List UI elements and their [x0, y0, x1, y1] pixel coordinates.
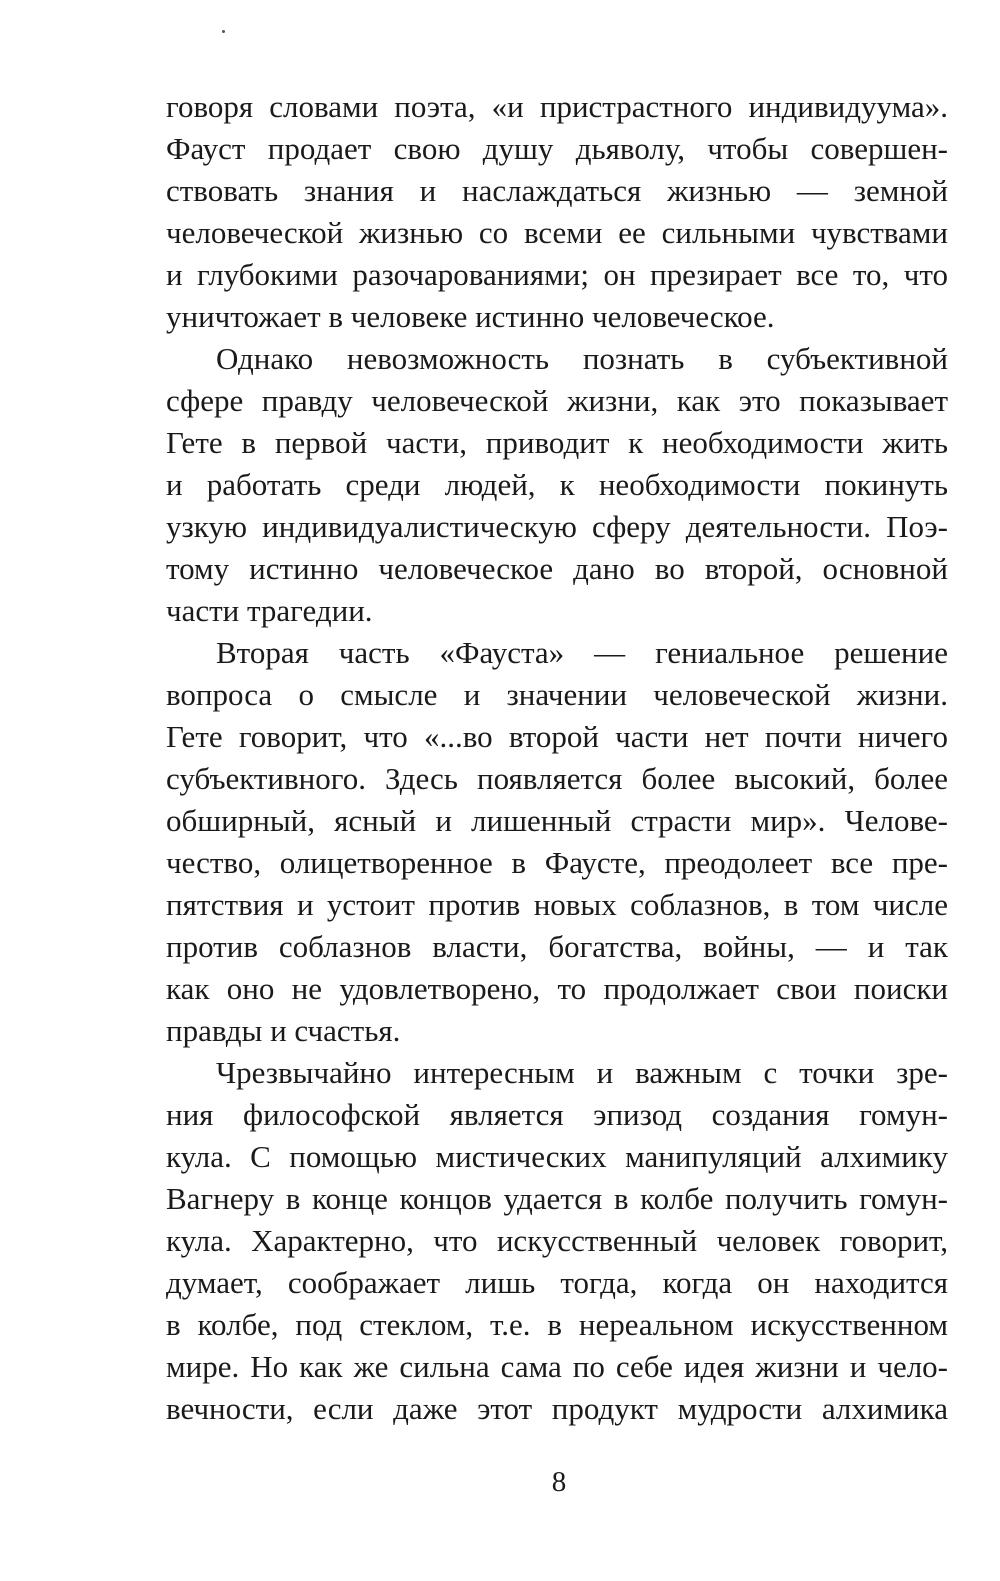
text-line: вечности, если даже этот продукт мудрости алхимика	[166, 1391, 948, 1426]
text-line: уничтожает в человеке истинно человеческое.	[166, 299, 775, 334]
text-line: Вагнеру в конце концов удается в колбе получить гомун-	[166, 1181, 948, 1216]
text-line: человеческой жизнью со всеми ее сильными чувствами	[166, 215, 948, 250]
body-text	[166, 86, 948, 1430]
text-line: сфере правду человеческой жизни, как это показывает	[166, 383, 948, 418]
text-line: мире. Но как же сильна сама по себе идея жизни и чело-	[166, 1349, 948, 1384]
text-line: тому истинно человеческое дано во второй, основной	[166, 551, 948, 586]
text-line: думает, соображает лишь тогда, когда он находится	[166, 1265, 948, 1300]
text-line: узкую индивидуалистическую сферу деятельности. Поэ-	[166, 509, 948, 544]
text-line: кула. С помощью мистических манипуляций алхимику	[166, 1139, 948, 1174]
text-line: ствовать знания и наслаждаться жизнью — земной	[166, 173, 948, 208]
text-line: Гете в первой части, приводит к необходимости жить	[166, 425, 948, 460]
text-line: субъективного. Здесь появляется более высокий, более	[166, 761, 948, 796]
text-line: пятствия и устоит против новых соблазнов, в том числе	[166, 887, 948, 922]
text-line: части трагедии.	[166, 593, 373, 628]
text-line: ния философской является эпизод создания гомун-	[166, 1097, 948, 1132]
text-line: в колбе, под стеклом, т.е. в нереальном искусственном	[166, 1307, 948, 1342]
text-line: Вторая часть «Фауста» — гениальное решение	[216, 635, 948, 670]
text-line: Фауст продает свою душу дьяволу, чтобы совершен-	[166, 131, 948, 166]
text-line: против соблазнов власти, богатства, войны, — и так	[166, 929, 948, 964]
text-line: и работать среди людей, к необходимости покинуть	[166, 467, 948, 502]
text-line: кула. Характерно, что искусственный человек говорит,	[166, 1223, 948, 1258]
text-line: вопроса о смысле и значении человеческой жизни.	[166, 677, 948, 712]
text-line: Гете говорит, что «...во второй части нет почти ничего	[166, 719, 948, 754]
text-line: Однако невозможность познать в субъективной	[216, 341, 948, 376]
page-number: 8	[551, 1466, 567, 1498]
text-line: чество, олицетворенное в Фаусте, преодолеет все пре-	[166, 845, 948, 880]
text-line: и глубокими разочарованиями; он презирает все то, что	[166, 257, 948, 292]
scan-speck	[222, 30, 225, 33]
text-line: обширный, ясный и лишенный страсти мир». Челове-	[166, 803, 948, 838]
text-line: как оно не удовлетворено, то продолжает свои поиски	[166, 971, 948, 1006]
text-line: Чрезвычайно интересным и важным с точки зре-	[216, 1055, 948, 1090]
text-line: говоря словами поэта, «и пристрастного индивидуума».	[166, 89, 948, 124]
text-line: правды и счастья.	[166, 1013, 401, 1048]
